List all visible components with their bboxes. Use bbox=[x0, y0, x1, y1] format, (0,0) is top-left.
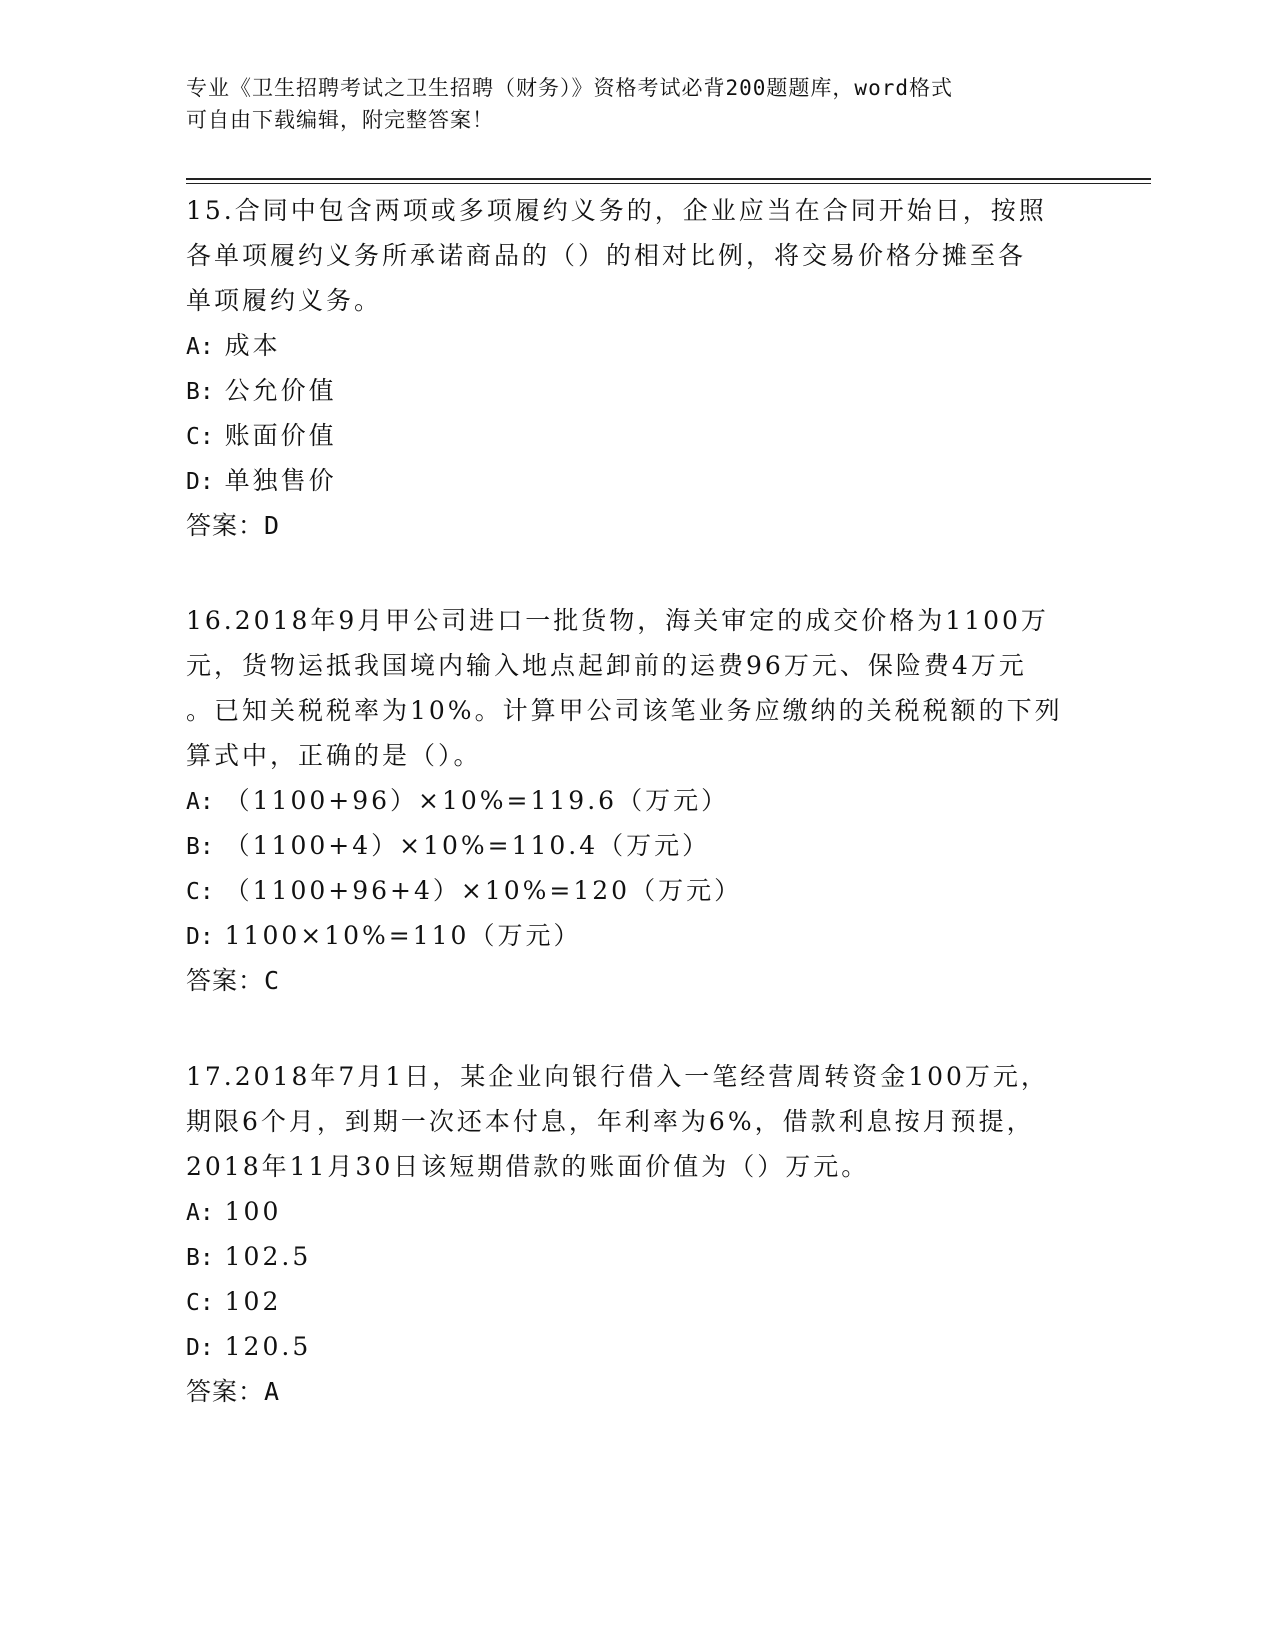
option-b bbox=[186, 1234, 1106, 1279]
option-d bbox=[186, 913, 1106, 958]
stem-line: 15.合同中包含两项或多项履约义务的，企业应当在合同开始日，按照 bbox=[186, 196, 1047, 225]
document-header bbox=[186, 72, 1086, 136]
question-stem bbox=[186, 1054, 1106, 1189]
answer-label: 答案： bbox=[186, 1377, 265, 1406]
option-letter: A: bbox=[186, 1200, 214, 1226]
option-c bbox=[186, 1279, 1106, 1324]
stem-line: 2018年11月30日该短期借款的账面价值为（）万元。 bbox=[186, 1152, 870, 1181]
option-text: 100 bbox=[224, 1197, 282, 1226]
option-a bbox=[186, 323, 1106, 368]
option-d bbox=[186, 458, 1106, 503]
header-title-line-1: 专业《卫生招聘考试之卫生招聘（财务）》资格考试必背200题题库，word格式 bbox=[186, 76, 953, 100]
stem-line: 元，货物运抵我国境内输入地点起卸前的运费96万元、保险费4万元 bbox=[186, 651, 1027, 680]
stem-line: 算式中，正确的是（）。 bbox=[186, 741, 482, 770]
header-divider-thin bbox=[186, 183, 1151, 184]
option-a bbox=[186, 1189, 1106, 1234]
option-letter: D: bbox=[186, 469, 214, 495]
question-stem bbox=[186, 598, 1106, 778]
question-15 bbox=[186, 188, 1106, 548]
option-letter: B: bbox=[186, 379, 214, 405]
option-b bbox=[186, 368, 1106, 413]
option-text: 成本 bbox=[224, 331, 281, 360]
stem-line: 。已知关税税率为10%。计算甲公司该笔业务应缴纳的关税税额的下列 bbox=[186, 696, 1063, 725]
option-text: 102.5 bbox=[224, 1242, 312, 1271]
question-16 bbox=[186, 598, 1106, 1003]
option-text: （1100+4）×10%=110.4（万元） bbox=[224, 831, 711, 860]
answer-value: D bbox=[264, 511, 281, 540]
question-stem bbox=[186, 188, 1106, 323]
stem-line: 16.2018年9月甲公司进口一批货物，海关审定的成交价格为1100万 bbox=[186, 606, 1049, 635]
option-text: 单独售价 bbox=[224, 466, 337, 495]
header-divider-thick bbox=[186, 178, 1151, 180]
option-letter: B: bbox=[186, 834, 214, 860]
option-text: （1100+96）×10%=119.6（万元） bbox=[224, 786, 730, 815]
option-letter: A: bbox=[186, 334, 214, 360]
option-b bbox=[186, 823, 1106, 868]
option-letter: C: bbox=[186, 879, 214, 905]
option-text: 102 bbox=[224, 1287, 282, 1316]
answer-label: 答案： bbox=[186, 966, 265, 995]
option-letter: C: bbox=[186, 424, 214, 450]
option-letter: A: bbox=[186, 789, 214, 815]
option-d bbox=[186, 1324, 1106, 1369]
stem-line: 各单项履约义务所承诺商品的（）的相对比例，将交易价格分摊至各 bbox=[186, 241, 1027, 270]
stem-line: 期限6个月，到期一次还本付息，年利率为6%，借款利息按月预提， bbox=[186, 1107, 1035, 1136]
option-c bbox=[186, 868, 1106, 913]
option-text: 1100×10%=110（万元） bbox=[224, 921, 582, 950]
question-17 bbox=[186, 1054, 1106, 1414]
option-letter: C: bbox=[186, 1290, 214, 1316]
answer-line bbox=[186, 958, 1106, 1003]
option-letter: B: bbox=[186, 1245, 214, 1271]
stem-line: 17.2018年7月1日，某企业向银行借入一笔经营周转资金100万元， bbox=[186, 1062, 1049, 1091]
option-text: （1100+96+4）×10%=120（万元） bbox=[224, 876, 743, 905]
answer-line bbox=[186, 1369, 1106, 1414]
answer-line bbox=[186, 503, 1106, 548]
answer-label: 答案： bbox=[186, 511, 265, 540]
option-text: 120.5 bbox=[224, 1332, 312, 1361]
answer-value: C bbox=[264, 966, 281, 995]
option-a bbox=[186, 778, 1106, 823]
option-letter: D: bbox=[186, 924, 214, 950]
option-text: 公允价值 bbox=[224, 376, 337, 405]
option-letter: D: bbox=[186, 1335, 214, 1361]
header-title-line-2: 可自由下载编辑，附完整答案！ bbox=[186, 108, 494, 132]
answer-value: A bbox=[264, 1377, 281, 1406]
option-c bbox=[186, 413, 1106, 458]
option-text: 账面价值 bbox=[224, 421, 337, 450]
stem-line: 单项履约义务。 bbox=[186, 286, 383, 315]
